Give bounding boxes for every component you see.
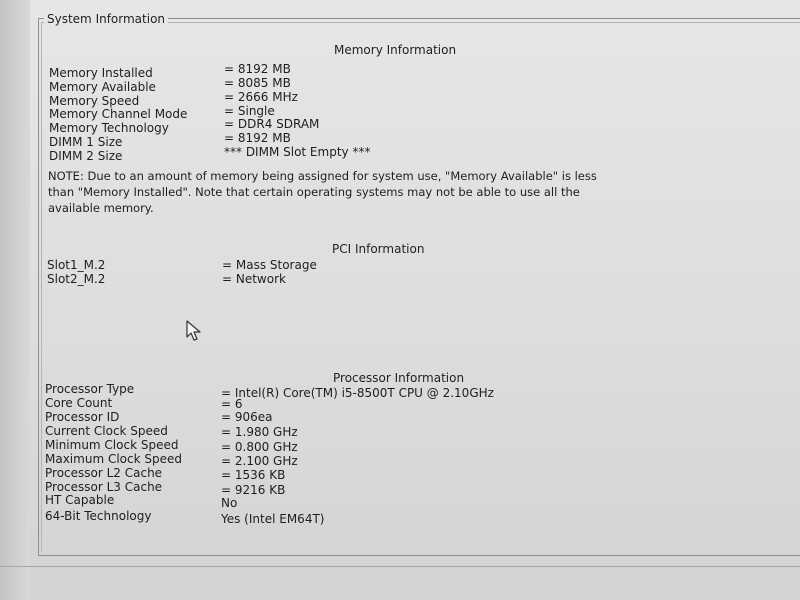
- processor-row-value: = 2.100 GHz: [221, 454, 298, 468]
- processor-row-value: Yes (Intel EM64T): [221, 512, 325, 526]
- pci-row-label: Slot1_M.2: [47, 258, 106, 272]
- memory-note: [48, 168, 698, 216]
- processor-row-value: = 906ea: [221, 410, 273, 424]
- memory-row-value: = 8192 MB: [224, 131, 291, 145]
- memory-row-label: Memory Speed: [49, 94, 140, 108]
- memory-row-label: Memory Technology: [49, 121, 169, 135]
- memory-section-title: Memory Information: [334, 43, 457, 57]
- left-panel-edge: [0, 0, 30, 600]
- processor-row-label: Processor L2 Cache: [45, 466, 163, 480]
- processor-row-label: Processor L3 Cache: [45, 480, 163, 494]
- memory-row-value: = 8085 MB: [224, 76, 291, 90]
- memory-row-label: Memory Available: [49, 80, 156, 94]
- pci-section-title: PCI Information: [332, 242, 425, 256]
- memory-row-value: = Single: [224, 104, 275, 118]
- pci-row-value: = Mass Storage: [222, 258, 317, 272]
- processor-row-value: = 9216 KB: [221, 483, 286, 497]
- processor-row-value: = 6: [221, 397, 243, 411]
- processor-row-label: Current Clock Speed: [45, 424, 168, 438]
- memory-row-label: DIMM 1 Size: [49, 135, 123, 149]
- processor-section-title: Processor Information: [333, 371, 465, 385]
- processor-row-label: Core Count: [45, 396, 113, 410]
- groupbox-title: System Information: [44, 12, 168, 26]
- pci-row-value: = Network: [222, 272, 286, 286]
- memory-row-label: Memory Installed: [49, 66, 153, 80]
- processor-row-label: Maximum Clock Speed: [45, 452, 182, 466]
- memory-row-value: *** DIMM Slot Empty ***: [224, 145, 371, 159]
- memory-row-value: = DDR4 SDRAM: [224, 117, 320, 131]
- processor-row-value: = 1536 KB: [221, 468, 286, 482]
- memory-row-value: = 2666 MHz: [224, 90, 298, 104]
- processor-row-label: Minimum Clock Speed: [45, 438, 179, 452]
- processor-row-value: = Intel(R) Core(TM) i5-8500T CPU @ 2.10GHz: [221, 386, 494, 400]
- processor-row-label: HT Capable: [45, 493, 115, 507]
- memory-note-line: available memory.: [48, 201, 154, 215]
- processor-row-value: = 1.980 GHz: [221, 425, 298, 439]
- processor-row-label: Processor ID: [45, 410, 120, 424]
- pci-row-label: Slot2_M.2: [47, 272, 106, 286]
- arrow-cursor-icon: [186, 320, 202, 342]
- processor-row-value: No: [221, 496, 238, 510]
- memory-note-line: NOTE: Due to an amount of memory being assigned for system use, "Memory Available" is less: [48, 169, 597, 183]
- processor-row-label: Processor Type: [45, 382, 135, 396]
- bottom-divider: [0, 566, 800, 567]
- memory-row-label: DIMM 2 Size: [49, 149, 123, 163]
- processor-row-value: = 0.800 GHz: [221, 440, 298, 454]
- processor-row-label: 64-Bit Technology: [45, 509, 152, 523]
- memory-note-line: than "Memory Installed". Note that certain operating systems may not be able to use all the: [48, 185, 580, 199]
- memory-row-label: Memory Channel Mode: [49, 107, 188, 121]
- memory-row-value: = 8192 MB: [224, 62, 291, 76]
